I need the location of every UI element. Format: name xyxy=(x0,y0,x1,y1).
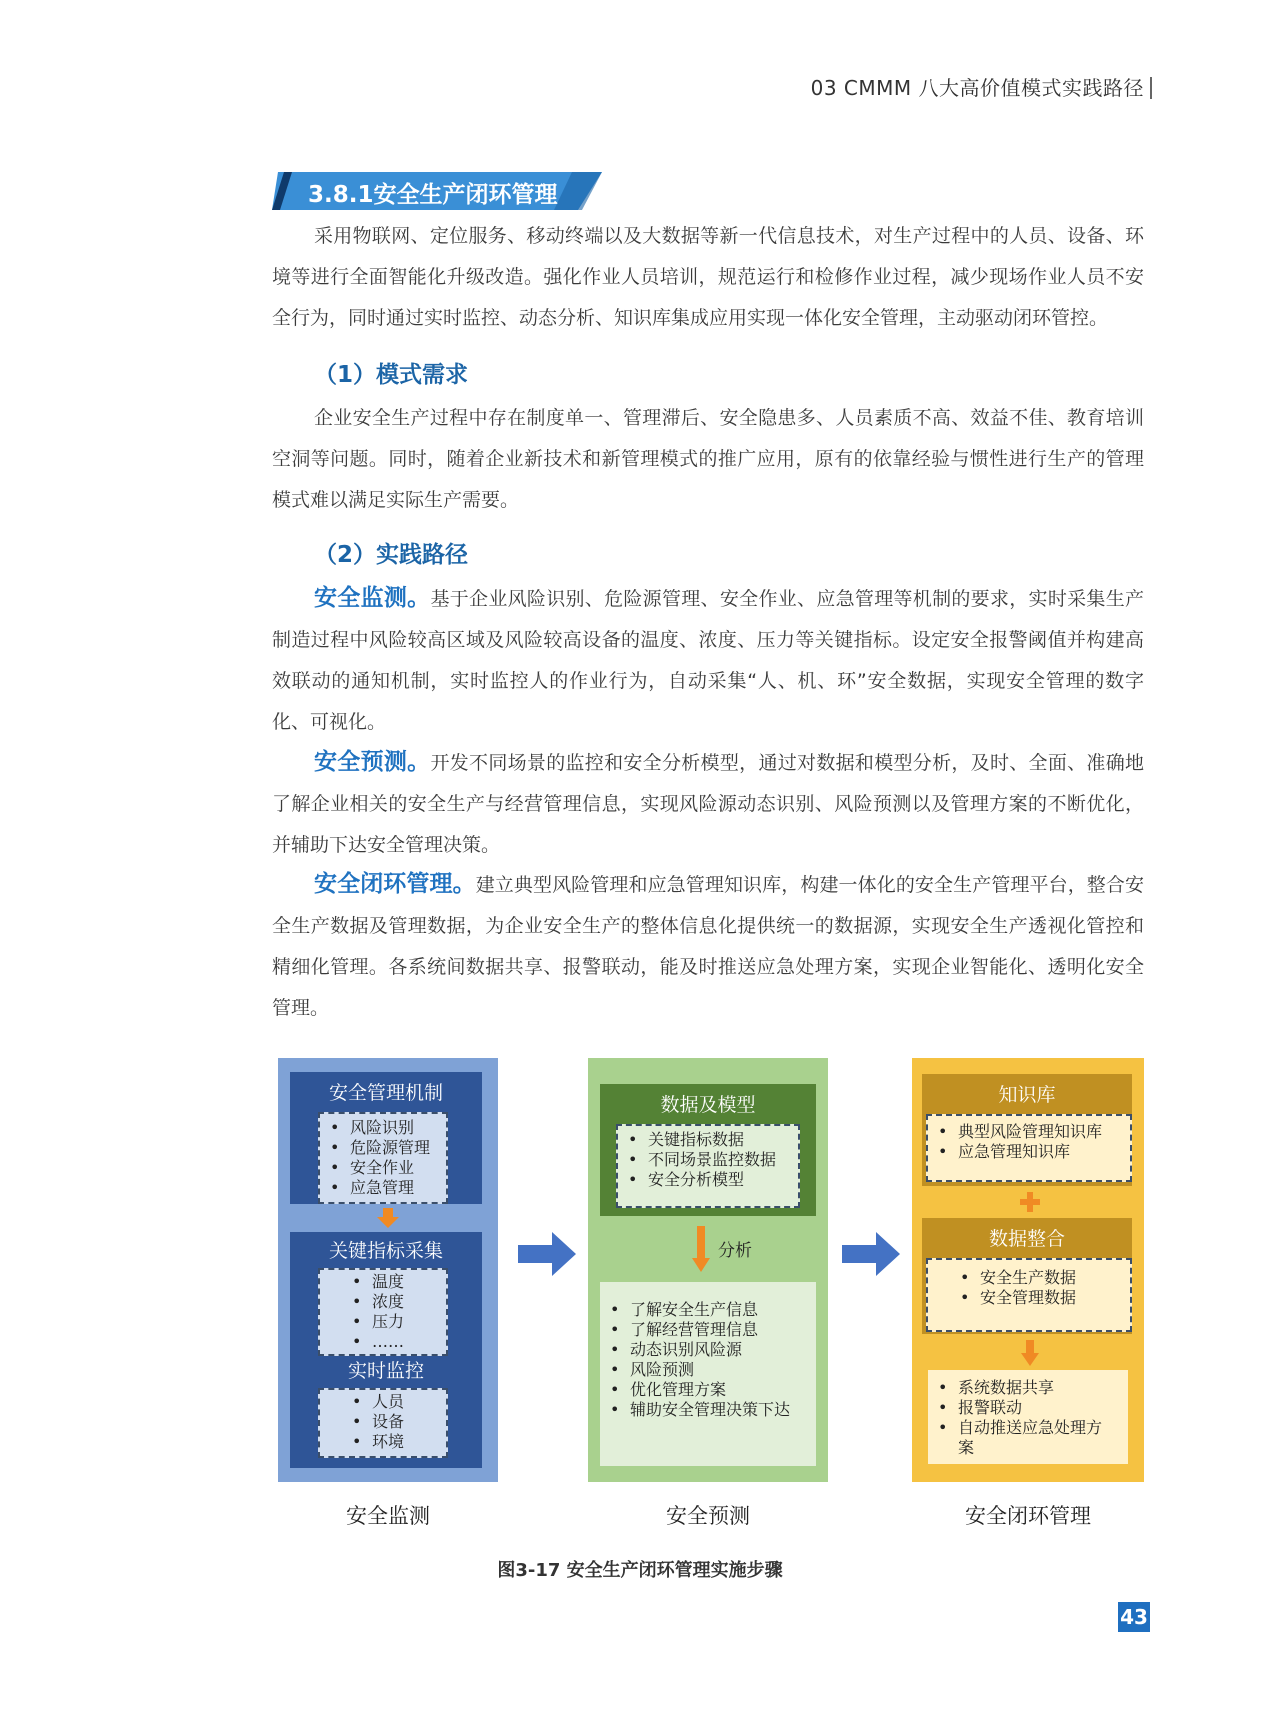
section-title: 3.8.1安全生产闭环管理 xyxy=(308,182,558,208)
col2-arrow-label: 分析 xyxy=(718,1241,752,1261)
list-item: • 人员 xyxy=(342,1392,446,1412)
list-item: • 系统数据共享 xyxy=(928,1378,1128,1398)
list-item: • 应急管理 xyxy=(320,1178,446,1198)
list-item: • 应急管理知识库 xyxy=(928,1142,1130,1162)
list-item: • 危险源管理 xyxy=(320,1138,446,1158)
item-lead: 安全预测。 xyxy=(314,749,431,775)
list-item: • 安全分析模型 xyxy=(618,1170,798,1190)
col3-box3-list xyxy=(928,1378,1128,1458)
header-divider xyxy=(1150,77,1152,99)
col1-down-arrow-icon xyxy=(377,1208,399,1230)
list-item: • 安全管理数据 xyxy=(950,1288,1130,1308)
col1-box3-title: 实时监控 xyxy=(347,1360,424,1382)
list-item: • 了解安全生产信息 xyxy=(600,1300,816,1320)
right-arrow-icon xyxy=(518,1232,576,1276)
col3-down-arrow-icon xyxy=(1021,1340,1039,1366)
col1-box2-list xyxy=(318,1268,448,1356)
figure-caption: 图3-17 安全生产闭环管理实施步骤 xyxy=(497,1560,783,1581)
col1-box1-list xyxy=(318,1112,448,1204)
list-item: • 压力 xyxy=(342,1312,446,1332)
mode-demand-paragraph: 企业安全生产过程中存在制度单一、管理滞后、安全隐患多、人员素质不高、效益不佳、教育培训空洞等问题。同时，随着企业新技术和新管理模式的推广应用，原有的依靠经验与惯性进行生产的管理模式难以满足实际生产需要。 xyxy=(272,407,1144,511)
list-item: • 不同场景监控数据 xyxy=(618,1150,798,1170)
list-item: • 了解经营管理信息 xyxy=(600,1320,816,1340)
section-banner xyxy=(272,172,602,210)
list-item: • 浓度 xyxy=(342,1292,446,1312)
item-safety-monitoring xyxy=(272,578,1144,743)
running-header xyxy=(811,72,1152,101)
col2-box2-list xyxy=(600,1300,816,1420)
list-item: • 风险预测 xyxy=(600,1360,816,1380)
item-closed-loop xyxy=(272,864,1144,1029)
list-item: • 动态识别风险源 xyxy=(600,1340,816,1360)
col1-box2-title: 关键指标采集 xyxy=(328,1240,443,1262)
col3-box2-title: 数据整合 xyxy=(988,1228,1065,1250)
item-body: 开发不同场景的监控和安全分析模型，通过对数据和模型分析，及时、全面、准确地了解企业相关的安全生产与经营管理信息，实现风险源动态识别、风险预测以及管理方案的不断优化，并辅助下达安全管理决策。 xyxy=(272,752,1144,856)
list-item: • 典型风险管理知识库 xyxy=(928,1122,1130,1142)
list-item: • 关键指标数据 xyxy=(618,1130,798,1150)
right-arrow-icon xyxy=(842,1232,900,1276)
list-item: • 环境 xyxy=(342,1432,446,1452)
list-item: • 安全生产数据 xyxy=(950,1268,1130,1288)
col2-box1-list xyxy=(616,1124,800,1208)
col3-label: 安全闭环管理 xyxy=(965,1504,1091,1528)
list-item: • 优化管理方案 xyxy=(600,1380,816,1400)
list-item: • 安全作业 xyxy=(320,1158,446,1178)
item-body: 基于企业风险识别、危险源管理、安全作业、应急管理等机制的要求，实时采集生产制造过程中风险较高区域及风险较高设备的温度、浓度、压力等关键指标。设定安全报警阈值并构建高效联动的通知机制，实时监控人的作业行为，自动采集“人、机、环”安全数据，实现安全管理的数字化、可视化。 xyxy=(272,588,1144,733)
list-item: • 设备 xyxy=(342,1412,446,1432)
page-number: 43 xyxy=(1118,1602,1150,1632)
list-item: • 风险识别 xyxy=(320,1118,446,1138)
col2-down-arrow-icon xyxy=(692,1226,710,1272)
item-body: 建立典型风险管理和应急管理知识库，构建一体化的安全生产管理平台，整合安全生产数据及管理数据，为企业安全生产的整体信息化提供统一的数据源，实现安全生产透视化管控和精细化管理。各系统间数据共享、报警联动，能及时推送应急处理方案，实现企业智能化、透明化安全管理。 xyxy=(272,874,1144,1019)
running-header-text: 03 CMMM 八大高价值模式实践路径 xyxy=(810,76,1144,100)
col3-box2-list xyxy=(926,1258,1132,1332)
col3-box1-list xyxy=(926,1114,1132,1182)
plus-icon xyxy=(1020,1192,1040,1212)
list-item: • 自动推送应急处理方案 xyxy=(928,1418,1128,1458)
list-item: • 辅助安全管理决策下达 xyxy=(600,1400,816,1420)
item-safety-prediction xyxy=(272,742,1144,866)
col1-box1-title: 安全管理机制 xyxy=(328,1082,443,1104)
item-lead: 安全监测。 xyxy=(314,585,431,611)
col2-label: 安全预测 xyxy=(666,1504,750,1528)
col1-label: 安全监测 xyxy=(346,1504,430,1528)
list-item: • 报警联动 xyxy=(928,1398,1128,1418)
list-item: • …… xyxy=(342,1332,446,1352)
intro-paragraph: 采用物联网、定位服务、移动终端以及大数据等新一代信息技术，对生产过程中的人员、设备、环境等进行全面智能化升级改造。强化作业人员培训，规范运行和检修作业过程，减少现场作业人员不安全行为，同时通过实时监控、动态分析、知识库集成应用实现一体化安全管理，主动驱动闭环管控。 xyxy=(272,225,1144,329)
item-lead: 安全闭环管理。 xyxy=(314,871,476,897)
subheading-practice-path: （2）实践路径 xyxy=(314,542,469,568)
subheading-mode-demand: （1）模式需求 xyxy=(314,362,469,388)
col3-box1-title: 知识库 xyxy=(998,1084,1056,1106)
list-item: • 温度 xyxy=(342,1272,446,1292)
col2-box1-title: 数据及模型 xyxy=(660,1094,756,1116)
col1-box3-list xyxy=(318,1388,448,1458)
